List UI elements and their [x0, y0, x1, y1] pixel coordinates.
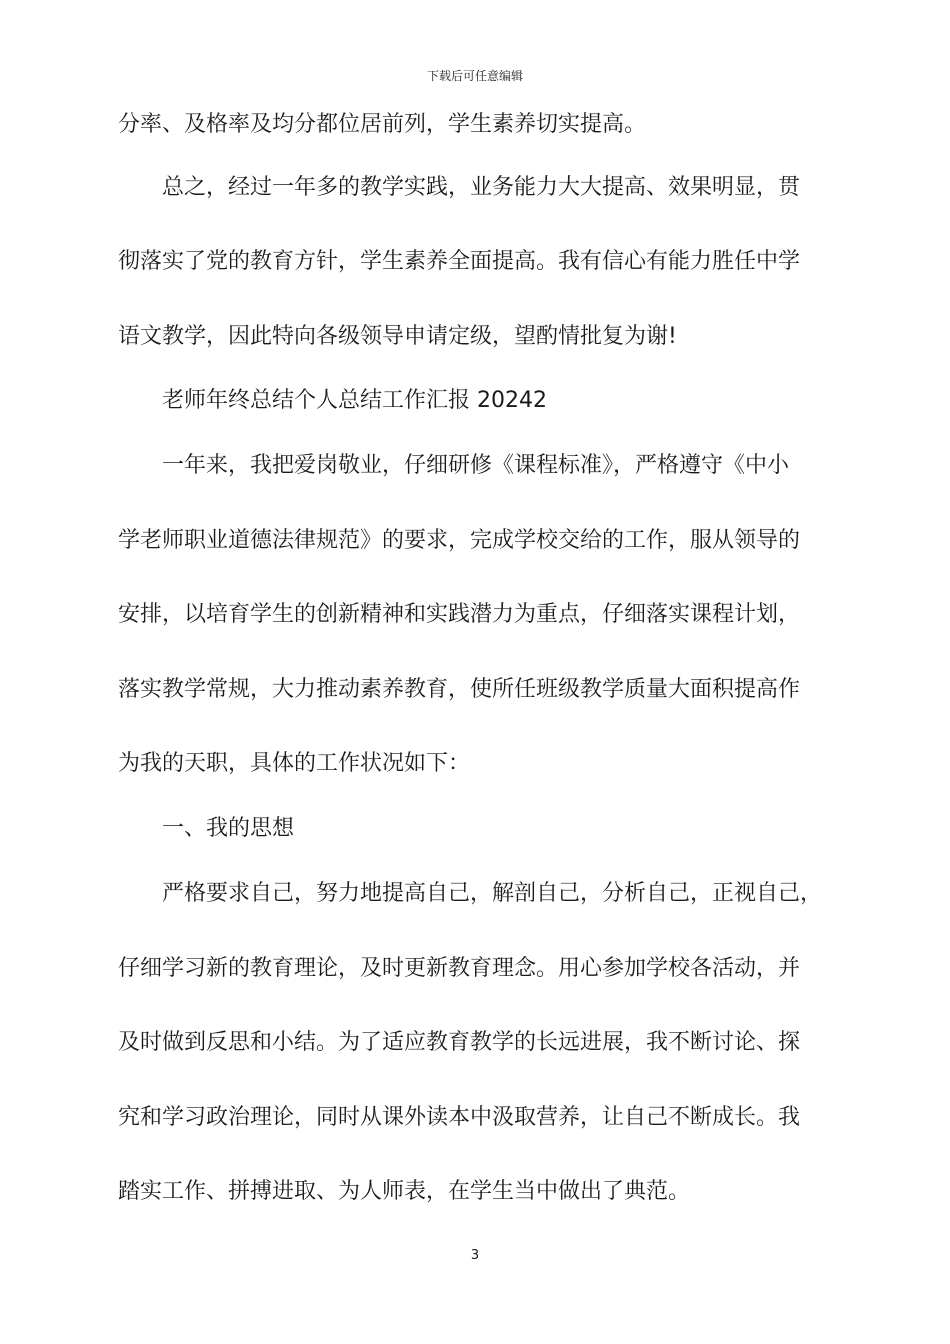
body-text-line: 彻落实了党的教育方针，学生素养全面提高。我有信心有能力胜任中学: [118, 249, 801, 274]
body-text-line: 究和学习政治理论，同时从课外读本中汲取营养，让自己不断成长。我: [118, 1105, 801, 1130]
body-text-line: 仔细学习新的教育理论，及时更新教育理念。用心参加学校各活动，并: [118, 956, 801, 981]
paragraph-summary: 总之，经过一年多的教学实践，业务能力大大提高、效果明显，贯: [162, 175, 801, 200]
section-title: 老师年终总结个人总结工作汇报 20242: [162, 388, 547, 413]
body-text-line: 及时做到反思和小结。为了适应教育教学的长远进展，我不断讨论、探: [118, 1030, 801, 1055]
body-text-line: 安排，以培育学生的创新精神和实践潜力为重点，仔细落实课程计划，: [118, 602, 801, 627]
paragraph-thought: 严格要求自己，努力地提高自己，解剖自己，分析自己，正视自己，: [162, 881, 823, 906]
body-text-line: 踏实工作、拼搏进取、为人师表，在学生当中做出了典范。: [118, 1179, 691, 1204]
page-header: 下载后可任意编辑: [426, 69, 523, 83]
body-text-line: 为我的天职，具体的工作状况如下：: [118, 751, 471, 776]
paragraph-intro: 一年来，我把爱岗敬业，仔细研修《课程标准》，严格遵守《中小: [162, 453, 790, 478]
subsection-heading: 一、我的思想: [162, 816, 295, 841]
body-text-line: 分率、及格率及均分都位居前列，学生素养切实提高。: [118, 112, 647, 137]
body-text-line: 落实教学常规，大力推动素养教育，使所任班级教学质量大面积提高作: [118, 677, 801, 702]
page-number: 3: [470, 1248, 480, 1263]
body-text-line: 语文教学，因此特向各级领导申请定级，望酌情批复为谢!: [118, 324, 677, 349]
body-text-line: 学老师职业道德法律规范》的要求，完成学校交给的工作，服从领导的: [118, 528, 801, 553]
